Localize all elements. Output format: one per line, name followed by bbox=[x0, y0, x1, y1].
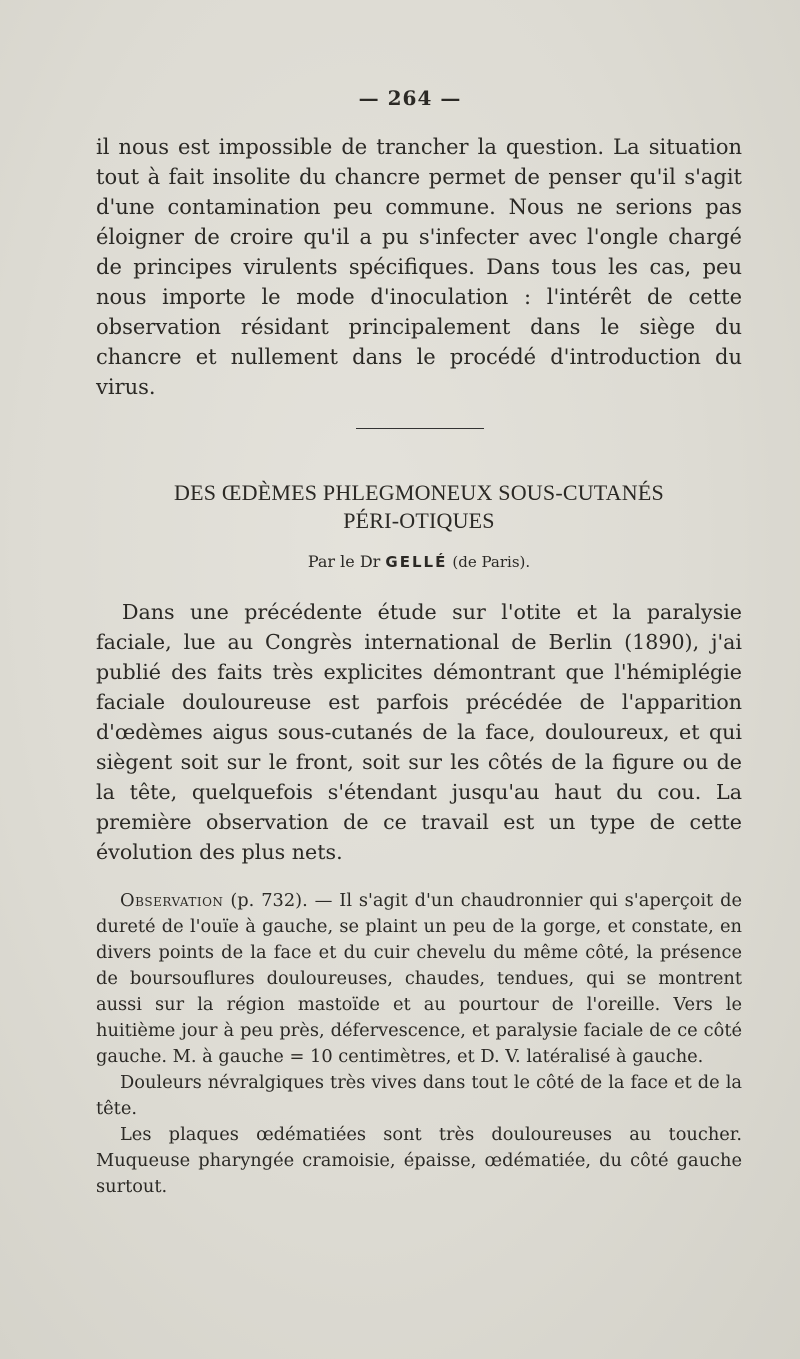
article-title bbox=[96, 479, 742, 535]
author-name: GELLÉ bbox=[385, 553, 448, 571]
author-prefix: Par le Dr bbox=[307, 552, 381, 571]
observation-paragraph-3: Les plaques œdématiées sont très douloureuses au toucher. Muqueuse pharyngée cramoisie, épaisse, œdématiée, du côté gauche surtout. bbox=[96, 1124, 742, 1197]
intro-section bbox=[96, 132, 742, 402]
intro-paragraph: il nous est impossible de trancher la question. La situation tout à fait insolite du chancre permet de penser qu'il s'agit d'une contamination peu commune. Nous ne serions pas éloigner de croire qu'il a pu s'infecter avec l'ongle chargé de principes virulents spécifiques. Dans tous les cas, peu nous importe le mode d'inoculation : l'intérêt de cette observation résidant principalement dans le siège du chancre et nullement dans le procédé d'introduction du virus. bbox=[96, 135, 742, 399]
observation-paragraph-1-text: (p. 732). — Il s'agit d'un chaudronnier qui s'aperçoit de dureté de l'ouïe à gauche, se plaint un peu de la gorge, et constate, en divers points de la face et du cuir chevelu du même côté, la présence de boursouflures douloureuses, chaudes, tendues, qui se montrent aussi sur la région mastoïde et au pourtour de l'oreille. Vers le huitième jour à peu près, défervescence, et paralysie faciale de ce côté gauche. M. à gauche = 10 centimètres, et D. V. latéralisé à gauche. bbox=[96, 890, 742, 1067]
article-title-line-1: DES ŒDÈMES PHLEGMONEUX SOUS-CUTANÉS bbox=[174, 480, 664, 505]
author-origin: (de Paris). bbox=[452, 553, 531, 571]
observation-paragraph-1 bbox=[96, 888, 742, 1070]
article-title-line-2: PÉRI-OTIQUES bbox=[343, 508, 495, 533]
body-section bbox=[96, 597, 742, 867]
author-line bbox=[96, 551, 742, 573]
observation-paragraph-2: Douleurs névralgiques très vives dans tout le côté de la face et de la tête. bbox=[96, 1072, 742, 1119]
observation-label: Observation bbox=[120, 890, 224, 911]
observation-section bbox=[96, 888, 742, 1200]
body-paragraph: Dans une précédente étude sur l'otite et la paralysie faciale, lue au Congrès international de Berlin (1890), j'ai publié des faits très explicites démontrant que l'hémiplégie faciale douloureuse est parfois précédée de l'apparition d'œdèmes aigus sous-cutanés de la face, douloureux, et qui siègent soit sur le front, soit sur les côtés de la figure ou de la tête, quelquefois s'étendant jusqu'au haut du cou. La première observation de ce travail est un type de cette évolution des plus nets. bbox=[96, 600, 742, 864]
page-number: — 264 — bbox=[358, 86, 462, 110]
section-separator bbox=[356, 428, 484, 429]
